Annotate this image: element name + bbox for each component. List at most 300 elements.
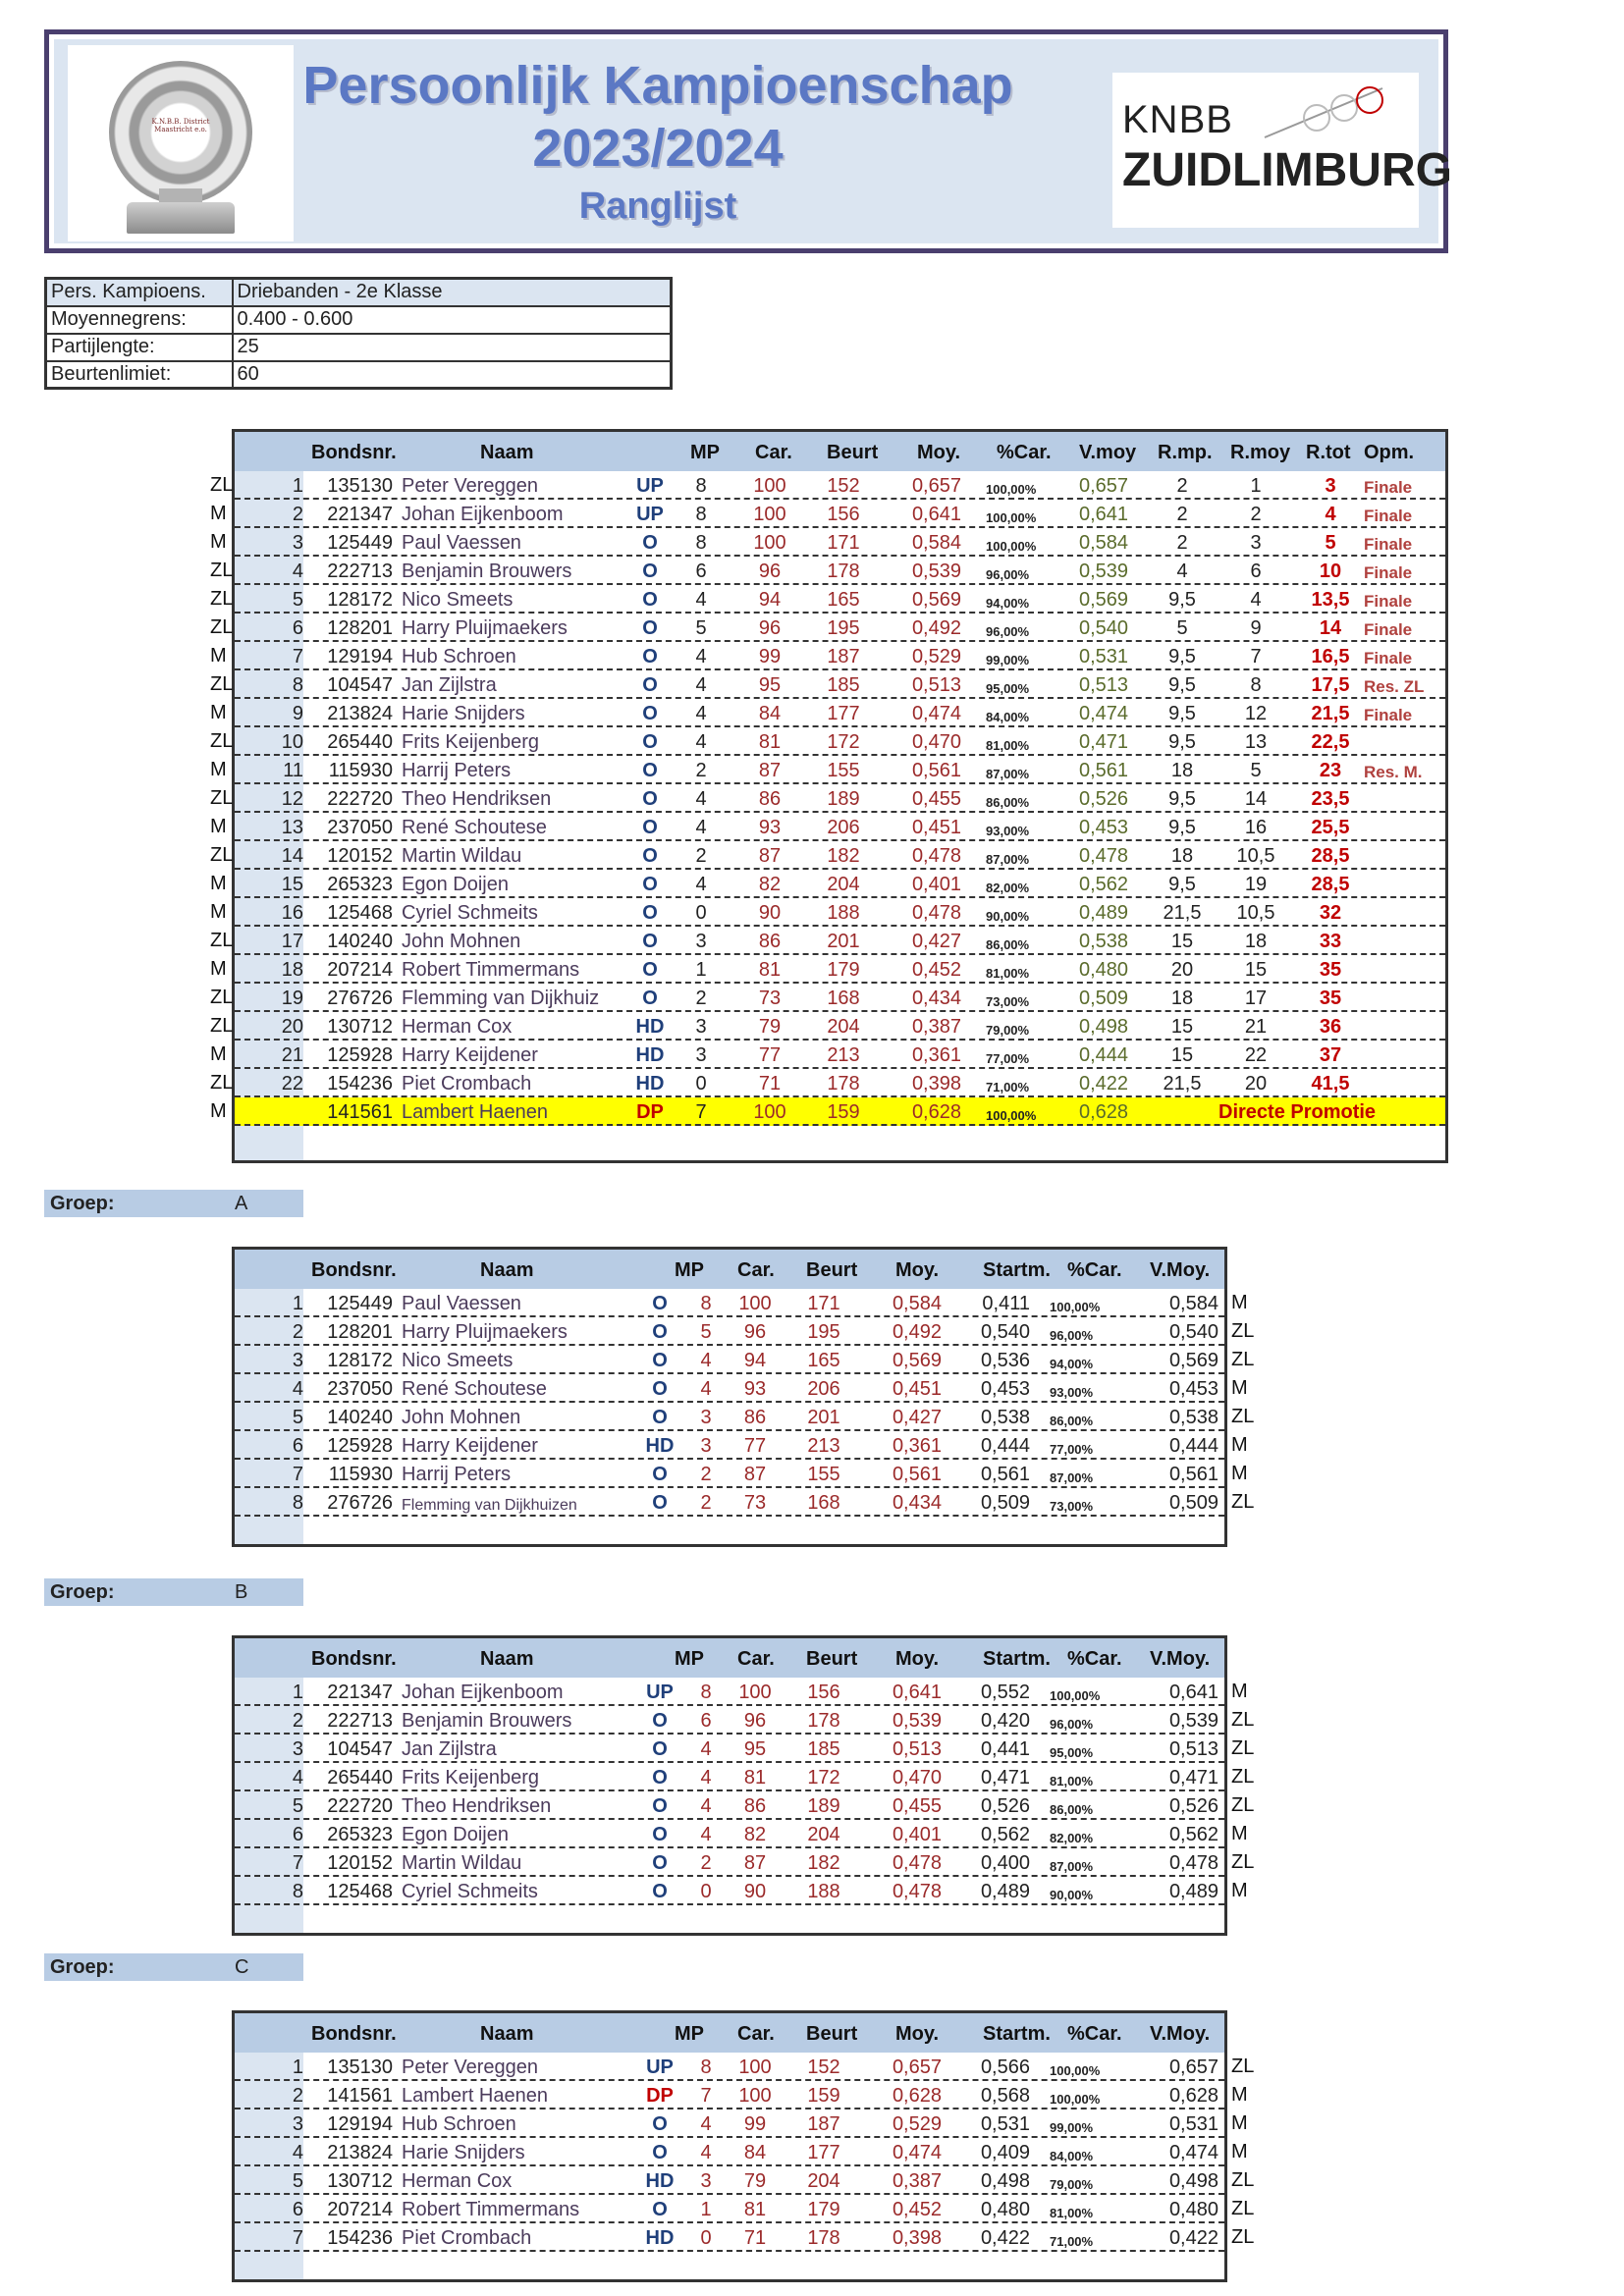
pct-cell: 94,00% [986,596,1030,611]
car-cell: 81 [743,1767,767,1789]
column-header: Bondsnr. [311,442,397,463]
moy-cell: 0,539 [911,561,961,582]
st-cell: UP [636,475,664,497]
naam-cell: Harrij Peters [402,760,512,781]
pct-cell: 100,00% [986,510,1037,525]
pct-cell: 86,00% [986,795,1030,810]
moy-cell: 0,474 [892,2142,942,2163]
vmoy-cell: 0,569 [1079,589,1129,611]
moy-cell: 0,529 [911,646,961,667]
car-cell: 86 [743,1795,767,1817]
moy-cell: 0,478 [892,1852,942,1874]
rmoy-cell: 5 [1250,760,1262,781]
naam-cell: Peter Vereggen [402,475,538,497]
beurt-cell: 182 [827,845,860,867]
car-cell: 84 [758,703,782,724]
group-header-row [235,1250,1224,1289]
moy-cell: 0,434 [911,988,961,1009]
startm-cell: 0,471 [980,1767,1030,1789]
rmp-cell: 2 [1176,475,1188,497]
season-title: 2023/2024 [532,119,784,178]
pct-cell: 82,00% [986,881,1030,895]
nr-cell: 207214 [327,2199,393,2220]
car-cell: 73 [743,1492,767,1514]
rmoy-cell: 18 [1244,931,1268,952]
nr-cell: 141561 [327,2085,393,2107]
region-code: ZL [210,787,234,809]
region-code: ZL [210,1015,234,1037]
naam-cell: Paul Vaessen [402,532,521,554]
rank-cell: 16 [281,902,303,924]
rmp-cell: 15 [1170,1044,1194,1066]
region-code: M [1231,1880,1248,1901]
naam-cell: Egon Doijen [402,874,509,895]
rank-cell: 1 [292,475,303,497]
rmoy-cell: 7 [1250,646,1262,667]
beurt-cell: 159 [807,2085,840,2107]
info-value: 60 [233,361,672,389]
mp-cell: 0 [700,2227,712,2249]
beurt-cell: 187 [827,646,860,667]
car-cell: 81 [743,2199,767,2220]
column-header: Bondsnr. [311,1648,397,1670]
rmoy-cell: 22 [1244,1044,1268,1066]
moy-cell: 0,455 [911,788,961,810]
subtitle: Ranglijst [578,186,737,227]
column-header: Moy. [917,442,961,463]
rank-cell: 6 [292,2199,303,2220]
vmoy-cell: 0,509 [1168,1492,1218,1514]
pct-cell: 100,00% [986,482,1037,497]
group-row [235,1346,1224,1374]
rank-cell: 6 [292,1824,303,1845]
st-cell: O [642,760,658,781]
column-header: Beurt [827,442,879,463]
beurt-cell: 178 [807,1710,840,1732]
beurt-cell: 165 [807,1350,840,1371]
moy-cell: 0,474 [911,703,961,724]
rmoy-cell: 16 [1244,817,1268,838]
rmp-cell: 9,5 [1168,646,1196,667]
nr-cell: 237050 [327,817,393,838]
rank-cell: 3 [292,532,303,554]
naam-cell: Harry Pluijmaekers [402,617,568,639]
info-value: 25 [233,334,672,361]
direct-promotion-row [235,1097,1445,1126]
rmoy-cell: 14 [1244,788,1268,810]
moy-cell: 0,569 [911,589,961,611]
beurt-cell: 189 [807,1795,840,1817]
car-cell: 100 [753,504,786,525]
region-code: M [1231,1292,1248,1313]
vmoy-cell: 0,562 [1168,1824,1218,1845]
moy-cell: 0,361 [911,1044,961,1066]
rank-cell: 1 [292,1682,303,1703]
group-row [235,1488,1224,1517]
column-header: V.Moy. [1150,2023,1211,2045]
column-header: R.tot [1306,442,1351,463]
nr-cell: 140240 [327,1407,393,1428]
info-key: Partijlengte: [46,334,233,361]
mp-cell: 2 [700,1852,712,1874]
car-cell: 79 [743,2170,767,2192]
rmoy-cell: 6 [1250,561,1262,582]
vmoy-cell: 0,657 [1079,475,1129,497]
rmp-cell: 21,5 [1163,1073,1202,1095]
region-code: M [1231,2084,1248,2106]
column-header: Opm. [1364,442,1415,463]
group-table [232,1635,1227,1936]
startm-cell: 0,509 [980,1492,1030,1514]
nr-cell: 276726 [327,1492,393,1514]
column-header: Moy. [895,1648,940,1670]
ranking-row [235,670,1445,699]
st-cell: HD [645,1435,675,1457]
car-cell: 77 [743,1435,767,1457]
rank-cell: 14 [281,845,303,867]
naam-cell: John Mohnen [402,931,521,952]
moy-cell: 0,398 [892,2227,942,2249]
pct-cell: 84,00% [986,710,1030,724]
opm-cell: Finale [1364,706,1413,724]
nr-cell: 154236 [327,1073,393,1095]
rmp-cell: 9,5 [1168,674,1196,696]
st-cell: O [652,2113,668,2135]
region-code: M [210,1100,227,1122]
startm-cell: 0,422 [980,2227,1030,2249]
st-cell: DP [646,2085,674,2107]
moy-cell: 0,584 [892,1293,942,1314]
column-header: MP [675,1259,704,1281]
pct-cell: 77,00% [1050,1442,1094,1457]
rank-cell: 5 [292,589,303,611]
naam-cell: Harie Snijders [402,703,525,724]
naam-cell: Frits Keijenberg [402,731,540,753]
st-cell: HD [635,1073,665,1095]
startm-cell: 0,441 [980,1738,1030,1760]
ranking-row [235,841,1445,870]
region-code: ZL [1231,2056,1255,2077]
nr-cell: 125468 [327,902,393,924]
group-row [235,1403,1224,1431]
beurt-cell: 204 [827,874,860,895]
mp-cell: 0 [695,1073,707,1095]
car-cell: 82 [758,874,782,895]
st-cell: O [652,1852,668,1874]
startm-cell: 0,538 [980,1407,1030,1428]
mp-cell: 4 [695,731,707,753]
region-code: M [210,958,227,980]
rank-cell: 2 [292,504,303,525]
column-header: MP [690,442,720,463]
rank-cell: 12 [281,788,303,810]
column-header: %Car. [1067,1648,1122,1670]
mp-cell: 8 [700,2056,712,2078]
pct-cell: 96,00% [1050,1328,1094,1343]
rmp-cell: 18 [1170,760,1194,781]
car-cell: 93 [758,817,782,838]
naam-cell: Harry Pluijmaekers [402,1321,568,1343]
region-code: M [1231,2112,1248,2134]
rmp-cell: 9,5 [1168,589,1196,611]
mp-cell: 0 [695,902,707,924]
nr-cell: 140240 [327,931,393,952]
mp-cell: 4 [695,817,707,838]
rtot-cell: 32 [1319,902,1342,924]
st-cell: O [642,931,658,952]
group-name: A [235,1193,248,1214]
pct-cell: 81,00% [986,966,1030,981]
column-header: R.moy [1230,442,1291,463]
rmp-cell: 2 [1176,532,1188,554]
opm-cell: Finale [1364,592,1413,611]
mp-cell: 3 [700,1407,712,1428]
moy-cell: 0,641 [911,504,961,525]
moy-cell: 0,452 [911,959,961,981]
rmp-cell: 9,5 [1168,788,1196,810]
moy-cell: 0,470 [911,731,961,753]
moy-cell: 0,657 [892,2056,942,2078]
rtot-cell: 33 [1319,931,1342,952]
rmp-cell: 4 [1176,561,1188,582]
moy-cell: 0,513 [892,1738,942,1760]
beurt-cell: 188 [827,902,860,924]
pct-cell: 79,00% [1050,2177,1094,2192]
rmp-cell: 5 [1176,617,1188,639]
vmoy-cell: 0,480 [1168,2199,1218,2220]
column-header: Car. [737,1259,775,1281]
rmoy-cell: 9 [1250,617,1262,639]
region-code: ZL [210,616,234,638]
moy-cell: 0,401 [892,1824,942,1845]
info-row [46,361,672,389]
mp-cell: 8 [695,532,707,554]
beurt-cell: 182 [807,1852,840,1874]
vmoy-cell: 0,538 [1168,1407,1218,1428]
region-code: M [210,873,227,894]
nr-cell: 141561 [327,1101,393,1123]
region-code: ZL [1231,2198,1255,2219]
beurt-cell: 168 [827,988,860,1009]
st-cell: O [652,1407,668,1428]
region-code: M [210,503,227,524]
moy-cell: 0,641 [892,1682,942,1703]
rank-cell: 9 [292,703,303,724]
rmoy-cell: 3 [1250,532,1262,554]
car-cell: 95 [743,1738,767,1760]
pct-cell: 84,00% [1050,2149,1094,2163]
st-cell: O [642,617,658,639]
group-header-row [235,1638,1224,1678]
column-header: V.moy [1079,442,1137,463]
vmoy-cell: 0,444 [1079,1044,1129,1066]
trophy-logo [68,45,294,241]
startm-cell: 0,489 [980,1881,1030,1902]
startm-cell: 0,526 [980,1795,1030,1817]
nr-cell: 115930 [328,760,393,781]
naam-cell: Herman Cox [402,2170,513,2192]
vmoy-cell: 0,478 [1168,1852,1218,1874]
car-cell: 90 [758,902,782,924]
vmoy-cell: 0,531 [1168,2113,1218,2135]
st-cell: O [652,1738,668,1760]
nr-cell: 128201 [327,1321,393,1343]
st-cell: O [652,1824,668,1845]
moy-cell: 0,569 [892,1350,942,1371]
group-row [235,1317,1224,1346]
column-header: Car. [737,1648,775,1670]
group-label-text: Groep: [50,1581,115,1603]
nr-cell: 125928 [327,1044,393,1066]
moy-cell: 0,434 [892,1492,942,1514]
beurt-cell: 206 [807,1378,840,1400]
car-cell: 86 [758,788,782,810]
knbb-zuidlimburg-logo [1112,73,1452,228]
vmoy-cell: 0,561 [1079,760,1129,781]
rank-cell: 17 [281,931,303,952]
vmoy-cell: 0,540 [1079,617,1129,639]
rmoy-cell: 17 [1244,988,1268,1009]
st-cell: O [642,788,658,810]
beurt-cell: 172 [807,1767,840,1789]
beurt-cell: 195 [807,1321,840,1343]
mp-cell: 5 [700,1321,712,1343]
naam-cell: Paul Vaessen [402,1293,521,1314]
car-cell: 84 [743,2142,767,2163]
group-row [235,1820,1224,1848]
nr-cell: 128172 [327,1350,393,1371]
rtot-cell: 14 [1319,617,1342,639]
startm-cell: 0,568 [980,2085,1030,2107]
column-header: V.Moy. [1150,1259,1211,1281]
info-row [46,279,672,306]
column-header: V.Moy. [1150,1648,1211,1670]
car-cell: 100 [738,2056,772,2078]
nr-cell: 125449 [327,532,393,554]
vmoy-cell: 0,540 [1168,1321,1218,1343]
st-cell: O [642,988,658,1009]
startm-cell: 0,531 [980,2113,1030,2135]
nr-cell: 104547 [327,674,393,696]
st-cell: HD [635,1044,665,1066]
pct-cell: 86,00% [1050,1414,1094,1428]
rmp-cell: 9,5 [1168,731,1196,753]
st-cell: O [652,2199,668,2220]
moy-cell: 0,478 [911,845,961,867]
group-row [235,1460,1224,1488]
startm-cell: 0,498 [980,2170,1030,2192]
st-cell: O [652,1321,668,1343]
pct-cell: 99,00% [1050,2120,1094,2135]
nr-cell: 125468 [327,1881,393,1902]
naam-cell: Herman Cox [402,1016,513,1038]
mp-cell: 1 [700,2199,712,2220]
group-row [235,1735,1224,1763]
ranking-row [235,471,1445,500]
car-cell: 82 [743,1824,767,1845]
vmoy-cell: 0,526 [1168,1795,1218,1817]
rank-cell: 1 [292,2056,303,2078]
startm-cell: 0,562 [980,1824,1030,1845]
ranking-row [235,1069,1445,1097]
vmoy-cell: 0,569 [1168,1350,1218,1371]
startm-cell: 0,400 [980,1852,1030,1874]
vmoy-cell: 0,657 [1168,2056,1218,2078]
beurt-cell: 155 [807,1464,840,1485]
car-cell: 87 [743,1464,767,1485]
moy-cell: 0,387 [911,1016,961,1038]
group-row [235,1374,1224,1403]
rtot-cell: 41,5 [1311,1073,1350,1095]
beurt-cell: 185 [827,674,860,696]
car-cell: 81 [758,731,782,753]
naam-cell: Harry Keijdener [402,1435,538,1457]
rank-cell: 2 [292,2085,303,2107]
region-code: M [210,1043,227,1065]
naam-cell: Peter Vereggen [402,2056,538,2078]
pct-cell: 81,00% [1050,2206,1094,2220]
st-cell: O [642,817,658,838]
st-cell: O [642,703,658,724]
pct-cell: 90,00% [986,909,1030,924]
moy-cell: 0,401 [911,874,961,895]
rmoy-cell: 8 [1250,674,1262,696]
moy-cell: 0,529 [892,2113,942,2135]
moy-cell: 0,470 [892,1767,942,1789]
rmoy-cell: 15 [1244,959,1268,981]
column-header: Startm. [983,1648,1051,1670]
nr-cell: 265440 [327,1767,393,1789]
rank-cell: 3 [292,1738,303,1760]
mp-cell: 8 [700,1293,712,1314]
beurt-cell: 171 [807,1293,840,1314]
group-row [235,2223,1224,2252]
mp-cell: 2 [695,845,707,867]
startm-cell: 0,420 [980,1710,1030,1732]
info-value: Driebanden - 2e Klasse [233,279,672,306]
moy-cell: 0,361 [892,1435,942,1457]
startm-cell: 0,453 [980,1378,1030,1400]
group-row [235,2109,1224,2138]
vmoy-cell: 0,422 [1079,1073,1129,1095]
rmoy-cell: 20 [1244,1073,1268,1095]
column-header: %Car. [1067,2023,1122,2045]
mp-cell: 4 [700,1795,712,1817]
car-cell: 94 [743,1350,767,1371]
vmoy-cell: 0,584 [1079,532,1129,554]
nr-cell: 213824 [327,2142,393,2163]
mp-cell: 4 [700,1378,712,1400]
mp-cell: 5 [695,617,707,639]
group-row [235,2053,1224,2081]
naam-cell: Harry Keijdener [402,1044,538,1066]
beurt-cell: 152 [807,2056,840,2078]
region-code: M [210,645,227,667]
st-cell: O [652,2142,668,2163]
beurt-cell: 178 [827,1073,860,1095]
pct-cell: 87,00% [1050,1859,1094,1874]
nr-cell: 265323 [327,1824,393,1845]
region-code: M [1231,1681,1248,1702]
group-label-text: Groep: [50,1193,115,1214]
pct-cell: 81,00% [1050,1774,1094,1789]
region-code: ZL [1231,1709,1255,1731]
mp-cell: 8 [695,504,707,525]
ranking-row [235,984,1445,1012]
ranking-row [235,955,1445,984]
car-cell: 96 [743,1321,767,1343]
nr-cell: 135130 [327,2056,393,2078]
